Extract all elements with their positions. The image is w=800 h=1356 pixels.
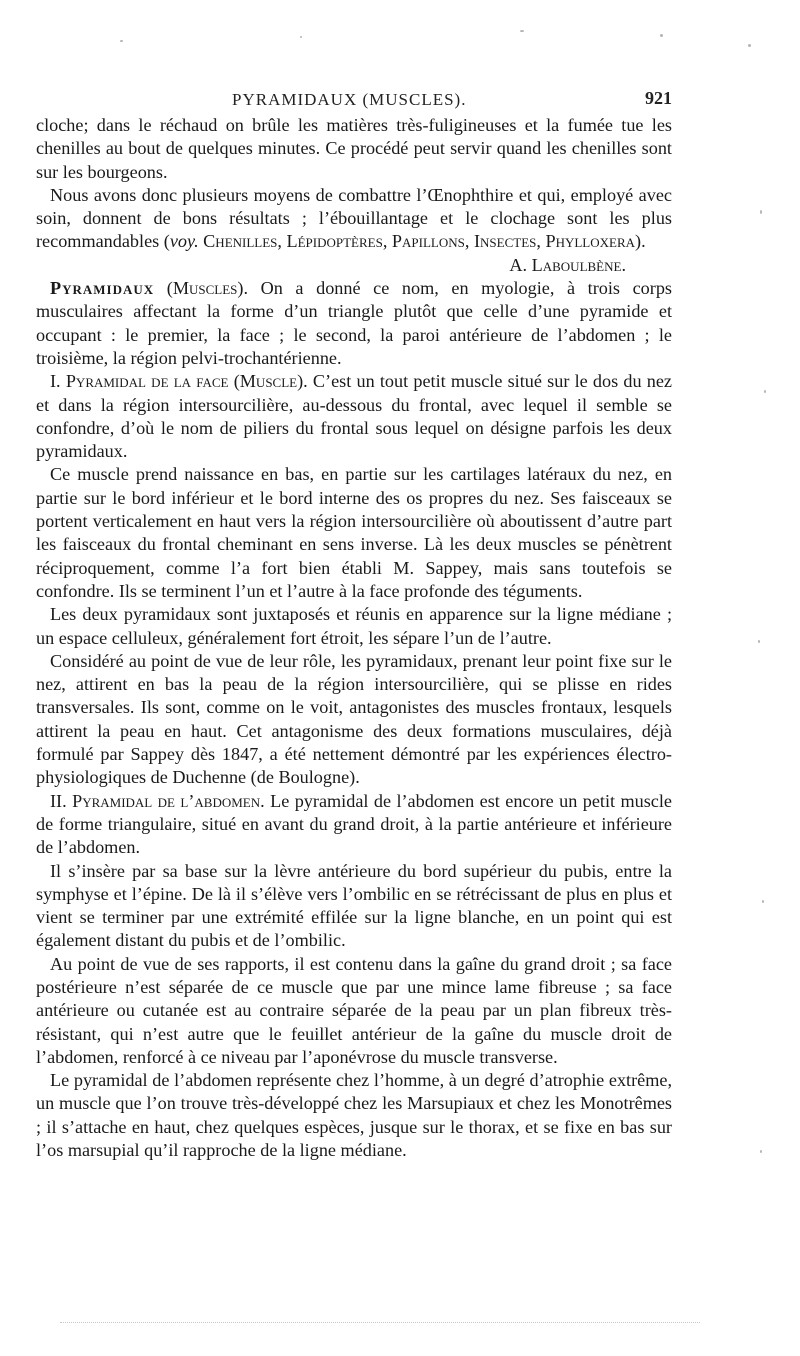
entry-intro-text: On a donné ce nom, en myologie, à trois corps musculaires affectant la forme d’un triangle plutôt que celle d’une pyramide et occupant : le premier, la face ; le second, la paroi antérieure de l’abdomen ; le troisième, la région pelvi-trochantérienne. bbox=[36, 278, 672, 368]
paragraph: Le pyramidal de l’abdomen représente chez l’homme, à un degré d’atrophie extrême, un muscle que l’on trouve très-développé chez les Marsupiaux et chez les Monotrêmes ; il s’attache en haut, chez quelques espèces, jusque sur le thorax, et se fixe en bas sur l’os marsupial qu’il rapproche de la ligne médiane. bbox=[36, 1070, 672, 1161]
author-signature: A. Laboulbène. bbox=[509, 254, 626, 275]
scan-speck bbox=[758, 640, 760, 643]
section-paragraph bbox=[36, 790, 672, 860]
scan-speck bbox=[760, 1150, 762, 1153]
paragraph: Ce muscle prend naissance en bas, en partie sur les cartilages latéraux du nez, en partie sur le bord inférieur et le bord interne des os propres du nez. Ses faisceaux se portent verticalement en haut vers la région intersourcilière où aboutissent d’autre part les faisceaux du frontal cheminant en sens inverse. Là les deux muscles se pénètrent réciproquement, comme l’a fort bien établi M. Sappey, mais sans toutefois se confondre. Ils se terminent l’un et l’autre à la face profonde des téguments. bbox=[36, 464, 672, 601]
paragraph: Au point de vue de ses rapports, il est contenu dans la gaîne du grand droit ; sa face postérieure n’est séparée de ce muscle que par une mince lame fibreuse ; sa face antérieure ou cutanée est au contraire séparée de la peau par un plan fibreux très-résistant, qui n’est autre que le feuillet antérieur de la gaîne du muscle droit de l’abdomen, renforcé à ce niveau par l’aponévrose du muscle transverse. bbox=[36, 953, 672, 1067]
running-title: PYRAMIDAUX (MUSCLES). bbox=[232, 90, 467, 109]
scan-speck bbox=[760, 210, 762, 214]
paragraph: Considéré au point de vue de leur rôle, les pyramidaux, prenant leur point fixe sur le nez, attirent en bas la peau de la région intersourcilière, qui se plisse en rides transversales. Ils sont, comme on le voit, antagonistes des muscles frontaux, lesquels attirent la peau en haut. Cet antagonisme des deux formations musculaires, déjà formulé par Sappey dès 1847, a été nettement démontré par les expériences électro-physiologiques de Duchenne (de Boulogne). bbox=[36, 650, 672, 788]
scan-margin-dots bbox=[60, 1322, 700, 1323]
see-abbreviation: voy. bbox=[169, 231, 199, 252]
scan-speck bbox=[764, 390, 766, 393]
section-paragraph bbox=[36, 370, 672, 463]
scan-speck bbox=[120, 40, 123, 42]
section-number: II. bbox=[50, 790, 73, 811]
paragraph: Il s’insère par sa base sur la lèvre antérieure du bord supérieur du pubis, entre la symphyse et l’épine. De là il s’élève vers l’ombilic en se rétrécissant de plus en plus et vient se terminer par une extrémité effilée sur la ligne blanche, en un point qui est également distant du pubis et de l’ombilic. bbox=[36, 860, 672, 951]
entry-headword-qualifier: (Muscles). bbox=[154, 278, 248, 299]
scan-speck bbox=[300, 36, 302, 38]
paragraph-text: C’est un tout petit muscle situé sur le dos du nez et dans la région intersourcilière, au-dessous du frontal, avec lequel il semble se confondre, d’où le nom de piliers du frontal sous lequel on désigne parfois les deux pyramidaux. bbox=[36, 371, 672, 462]
paragraph-text: Nous avons donc plusieurs moyens de combattre l’Œnophthire et qui, employé avec soin, donnent de bons résultats ; l’ébouillantage et le clochage sont les plus recommandables ( bbox=[36, 184, 672, 252]
page-number: 921 bbox=[645, 88, 672, 108]
continuation-paragraph bbox=[36, 184, 672, 254]
page bbox=[36, 88, 672, 1162]
body-text bbox=[36, 114, 672, 1162]
running-header bbox=[36, 88, 672, 114]
section-number: I. bbox=[50, 371, 66, 392]
entry-headword: Pyramidaux bbox=[50, 278, 155, 299]
scan-speck bbox=[660, 34, 663, 37]
section-title: Pyramidal de l’abdomen. bbox=[72, 790, 265, 811]
paragraph-text: Le pyramidal de l’abdomen est encore un petit muscle de forme triangulaire, situé en avant du grand droit, à la partie antérieure et inférieure de l’abdomen. bbox=[36, 790, 672, 858]
continuation-paragraph: cloche; dans le réchaud on brûle les matières très-fuligineuses et la fumée tue les chenilles au bout de quelques minutes. Ce procédé peut servir quand les chenilles sont sur les bourgeons. bbox=[36, 115, 672, 182]
scan-speck bbox=[520, 30, 524, 32]
entry-intro bbox=[36, 277, 672, 370]
paragraph: Les deux pyramidaux sont juxtaposés et réunis en apparence sur la ligne médiane ; un espace celluleux, généralement fort étroit, les sépare l’un de l’autre. bbox=[36, 604, 672, 648]
scan-speck bbox=[748, 44, 751, 47]
cross-references: Chenilles, Lépidoptères, Papillons, Insectes, Phylloxera). bbox=[198, 231, 646, 252]
scan-speck bbox=[762, 900, 764, 903]
section-title: Pyramidal de la face (Muscle). bbox=[65, 371, 308, 392]
